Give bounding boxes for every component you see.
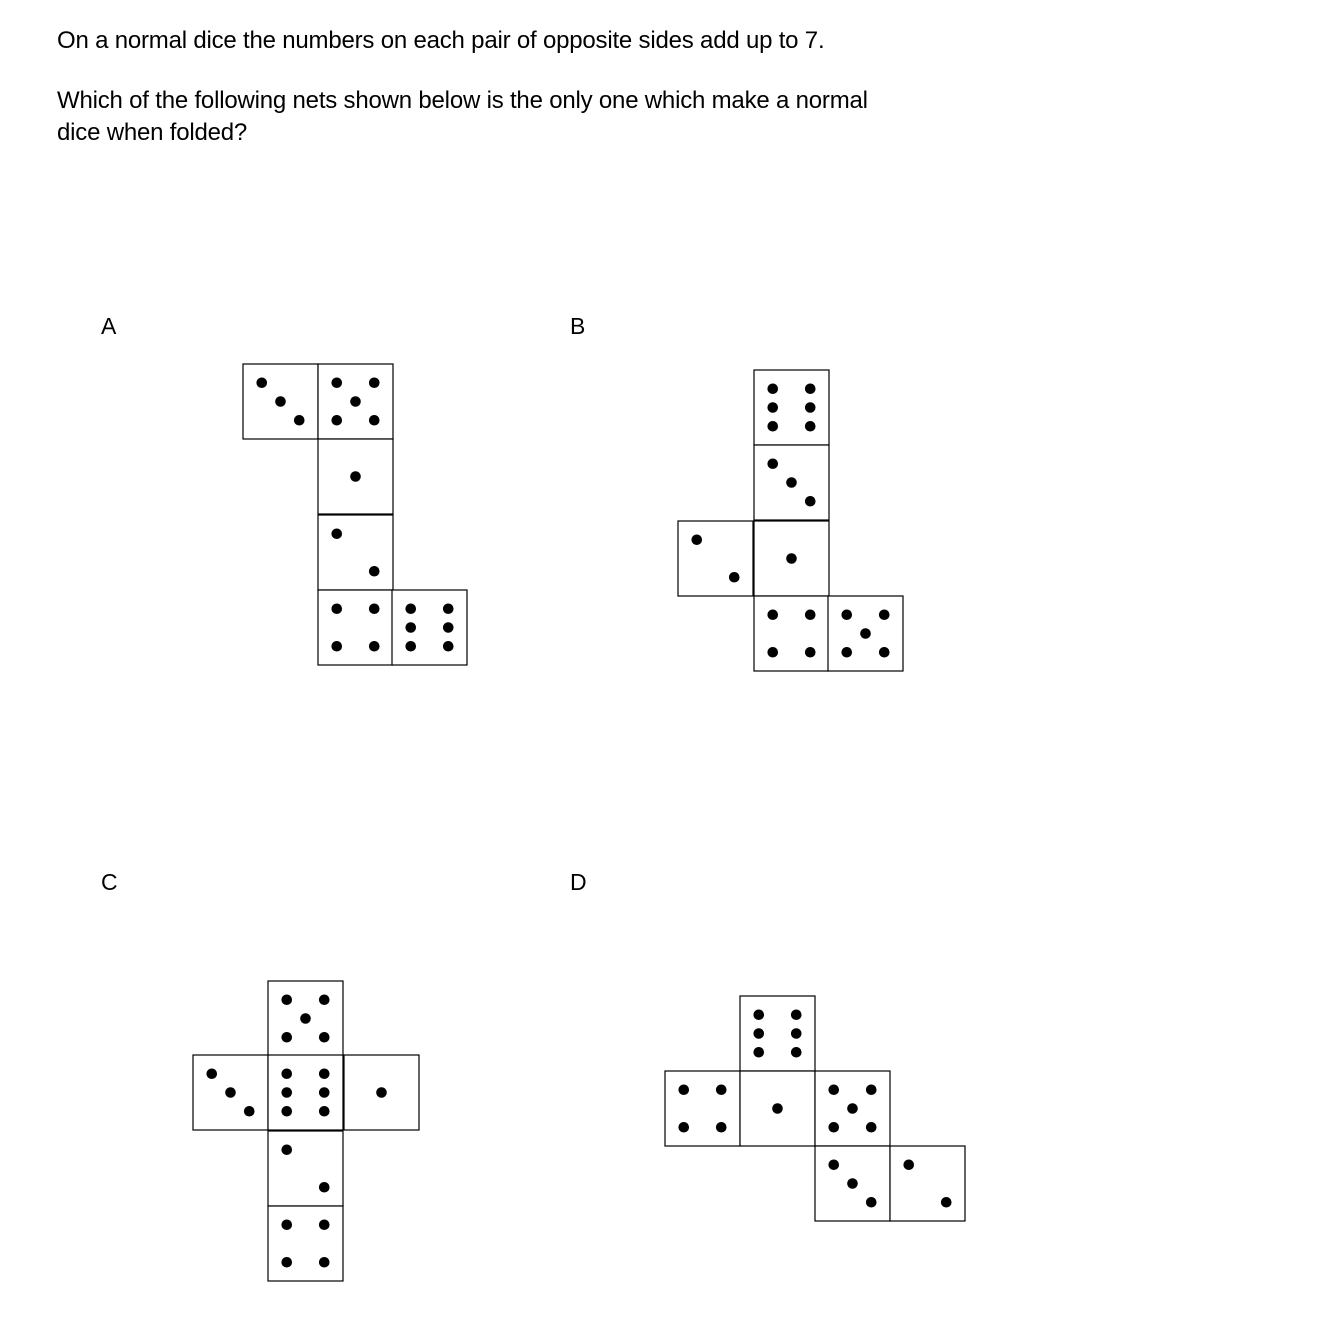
net-a-face: [243, 364, 318, 439]
net-b: [678, 370, 903, 671]
pip: [405, 622, 416, 633]
face-square: [754, 596, 829, 671]
pip: [716, 1084, 727, 1095]
pip: [443, 641, 454, 652]
pip: [678, 1084, 689, 1095]
pip: [331, 377, 342, 388]
face-square: [318, 515, 393, 590]
net-c-face: [193, 1055, 268, 1130]
pip: [369, 566, 380, 577]
pip: [369, 603, 380, 614]
pip: [828, 1159, 839, 1170]
pip: [805, 496, 816, 507]
pip: [369, 377, 380, 388]
pip: [805, 609, 816, 620]
net-d-face: [665, 1071, 740, 1146]
pip: [903, 1159, 914, 1170]
pip: [791, 1028, 802, 1039]
pip: [767, 647, 778, 658]
option-label-d: D: [570, 869, 587, 895]
pip: [331, 415, 342, 426]
net-a-face: [318, 590, 393, 665]
net-b-face: [754, 370, 829, 445]
net-c-face: [268, 981, 343, 1056]
pip: [244, 1106, 255, 1117]
pip: [772, 1103, 783, 1114]
pip: [847, 1178, 858, 1189]
pip: [281, 1219, 292, 1230]
net-a-face: [392, 590, 467, 665]
question-line-3: dice when folded?: [57, 119, 248, 146]
pip: [319, 1219, 330, 1230]
pip: [678, 1122, 689, 1133]
pip: [294, 415, 305, 426]
pip: [281, 994, 292, 1005]
pip: [281, 1106, 292, 1117]
net-c-face: [268, 1206, 343, 1281]
pip: [866, 1084, 877, 1095]
face-square: [268, 1131, 343, 1206]
pip: [866, 1197, 877, 1208]
face-square: [890, 1146, 965, 1221]
option-label-b: B: [570, 313, 586, 339]
face-square: [268, 1206, 343, 1281]
pip: [206, 1068, 217, 1079]
pip: [866, 1122, 877, 1133]
pip: [847, 1103, 858, 1114]
pip: [767, 421, 778, 432]
pip: [786, 553, 797, 564]
option-label-c: C: [101, 869, 118, 895]
pip: [767, 383, 778, 394]
question-line-2: Which of the following nets shown below is the only one which make a normal: [57, 87, 868, 114]
pip: [753, 1047, 764, 1058]
pip: [281, 1068, 292, 1079]
pip: [331, 641, 342, 652]
question-line-1: On a normal dice the numbers on each pair of opposite sides add up to 7.: [57, 27, 825, 54]
pip: [225, 1087, 236, 1098]
pip: [791, 1047, 802, 1058]
pip: [716, 1122, 727, 1133]
face-square: [392, 590, 467, 665]
pip: [281, 1032, 292, 1043]
pip: [300, 1013, 311, 1024]
pip: [791, 1009, 802, 1020]
net-d-face: [815, 1146, 890, 1221]
net-a-face: [318, 364, 393, 439]
pip: [281, 1087, 292, 1098]
pip: [443, 622, 454, 633]
pip: [405, 603, 416, 614]
net-b-face: [754, 445, 829, 520]
net-b-face: [678, 521, 753, 596]
pip: [281, 1144, 292, 1155]
pip: [753, 1028, 764, 1039]
net-b-face: [828, 596, 903, 671]
pip: [369, 415, 380, 426]
pip: [319, 1182, 330, 1193]
net-d-face: [740, 996, 815, 1071]
net-b-face: [754, 596, 829, 671]
pip: [256, 377, 267, 388]
net-a-face: [318, 439, 393, 514]
face-square: [740, 996, 815, 1071]
pip: [828, 1122, 839, 1133]
pip: [319, 994, 330, 1005]
face-square: [665, 1071, 740, 1146]
pip: [729, 572, 740, 583]
pip: [753, 1009, 764, 1020]
pip: [275, 396, 286, 407]
pip: [331, 528, 342, 539]
pip: [805, 421, 816, 432]
net-c-face: [268, 1055, 343, 1130]
pip: [805, 647, 816, 658]
pip: [443, 603, 454, 614]
pip: [767, 609, 778, 620]
pip: [767, 402, 778, 413]
pip: [941, 1197, 952, 1208]
pip: [319, 1106, 330, 1117]
pip: [841, 609, 852, 620]
pip: [319, 1068, 330, 1079]
pip: [805, 402, 816, 413]
pip: [281, 1257, 292, 1268]
face-square: [678, 521, 753, 596]
face-square: [318, 590, 393, 665]
pip: [841, 647, 852, 658]
pip: [405, 641, 416, 652]
net-d: [665, 996, 965, 1221]
face-square: [754, 370, 829, 445]
pip: [319, 1087, 330, 1098]
net-b-face: [754, 521, 829, 596]
pip: [350, 396, 361, 407]
pip: [350, 471, 361, 482]
pip: [331, 603, 342, 614]
face-square: [268, 1055, 343, 1130]
option-label-a: A: [101, 313, 117, 339]
net-c: [193, 981, 419, 1281]
pip: [879, 609, 890, 620]
pip: [860, 628, 871, 639]
pip: [369, 641, 380, 652]
pip: [376, 1087, 387, 1098]
net-c-face: [268, 1131, 343, 1206]
net-d-face: [815, 1071, 890, 1146]
net-a-face: [318, 515, 393, 590]
net-a: [243, 364, 467, 665]
pip: [319, 1032, 330, 1043]
pip: [786, 477, 797, 488]
net-d-face: [890, 1146, 965, 1221]
pip: [805, 383, 816, 394]
pip: [879, 647, 890, 658]
net-d-face: [740, 1071, 815, 1146]
net-c-face: [344, 1055, 419, 1130]
pip: [691, 534, 702, 545]
pip: [828, 1084, 839, 1095]
pip: [319, 1257, 330, 1268]
pip: [767, 458, 778, 469]
